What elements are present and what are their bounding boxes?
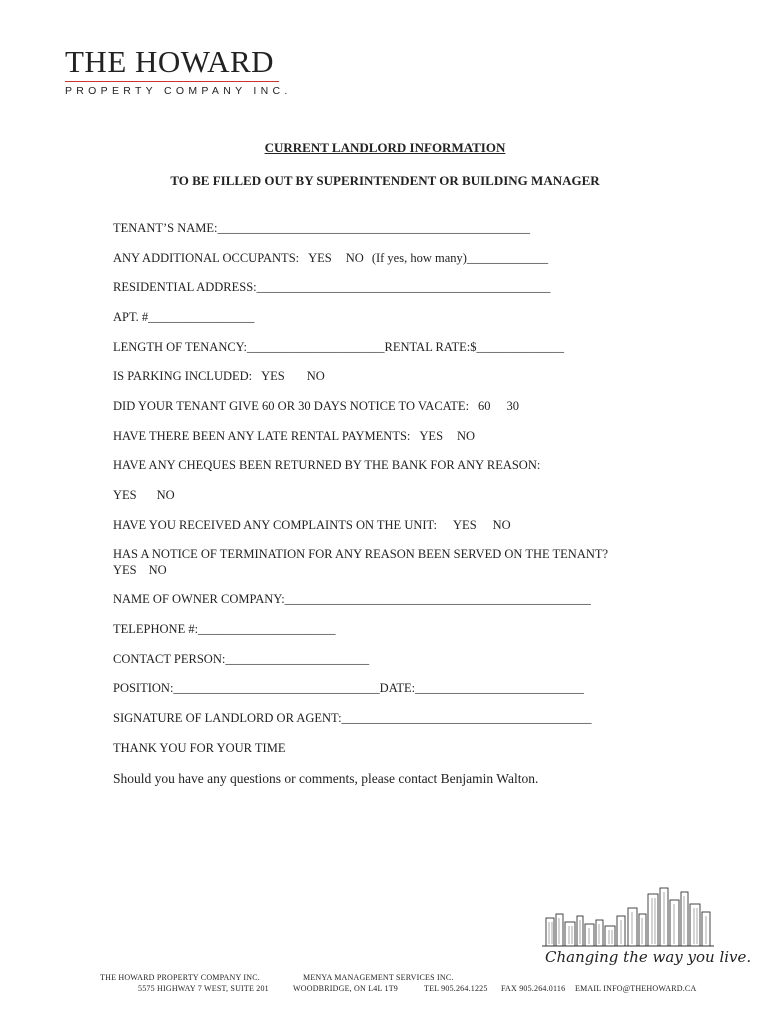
residential-address-field[interactable]: RESIDENTIAL ADDRESS:_______________________________________________ (113, 280, 551, 294)
occupants-count-field[interactable]: (If yes, how many)_____________ (371, 251, 549, 265)
footer-city: WOODBRIDGE, ON L4L 1T9 (293, 984, 398, 993)
termination-label: HAS A NOTICE OF TERMINATION FOR ANY REASON BEEN SERVED ON THE TENANT? (113, 547, 609, 561)
parking-label: IS PARKING INCLUDED: (113, 369, 253, 383)
logo-rule (65, 81, 279, 82)
company-logo (65, 45, 292, 97)
termination-no-option[interactable]: NO (148, 563, 167, 577)
footer-email[interactable]: EMAIL INFO@THEHOWARD.CA (575, 984, 697, 993)
occupants-row (113, 251, 548, 266)
occupants-yes-option[interactable]: YES (308, 251, 332, 265)
termination-options-row (113, 563, 167, 578)
tenant-name-field[interactable]: TENANT’S NAME:__________________________________________________ (113, 221, 531, 235)
position-field[interactable]: POSITION:_________________________________ (113, 681, 380, 695)
position-date-row (113, 681, 584, 696)
footer-fax: FAX 905.264.0116 (501, 984, 566, 993)
skyline-illustration (542, 886, 714, 948)
thank-you-text: THANK YOU FOR YOUR TIME (113, 741, 286, 755)
cheques-label: HAVE ANY CHEQUES BEEN RETURNED BY THE BANK FOR ANY REASON: (113, 458, 541, 472)
footer-tel: TEL 905.264.1225 (424, 984, 488, 993)
complaints-no-option[interactable]: NO (492, 518, 511, 532)
footer-company: THE HOWARD PROPERTY COMPANY INC. (100, 973, 260, 982)
parking-row (113, 369, 325, 384)
rental-rate-field[interactable]: RENTAL RATE:$______________ (384, 340, 564, 354)
complaints-row (113, 518, 511, 533)
late-payments-row (113, 429, 475, 444)
tenancy-rent-row (113, 340, 564, 355)
tagline: Changing the way you live. (545, 948, 752, 966)
form-subtitle: TO BE FILLED OUT BY SUPERINTENDENT OR BUILDING MANAGER (170, 173, 600, 188)
logo-name: THE HOWARD (65, 44, 275, 79)
occupants-label: ANY ADDITIONAL OCCUPANTS: (113, 251, 300, 265)
complaints-yes-option[interactable]: YES (453, 518, 477, 532)
complaints-label: HAVE YOU RECEIVED ANY COMPLAINTS ON THE UNIT: (113, 518, 438, 532)
notice-30-option[interactable]: 30 (506, 399, 520, 413)
termination-yes-option[interactable]: YES (113, 563, 137, 577)
cheques-no-option[interactable]: NO (156, 488, 175, 502)
notice-row (113, 399, 519, 414)
late-payments-label: HAVE THERE BEEN ANY LATE RENTAL PAYMENTS: (113, 429, 411, 443)
footer-management: MENYA MANAGEMENT SERVICES INC. (303, 973, 454, 982)
logo-subtitle: PROPERTY COMPANY INC. (65, 85, 292, 97)
cheques-options-row (113, 488, 175, 503)
late-payments-yes-option[interactable]: YES (419, 429, 444, 443)
signature-field[interactable]: SIGNATURE OF LANDLORD OR AGENT:________________________________________ (113, 711, 592, 725)
occupants-no-option[interactable]: NO (345, 251, 364, 265)
telephone-field[interactable]: TELEPHONE #:______________________ (113, 622, 336, 636)
owner-company-field[interactable]: NAME OF OWNER COMPANY:_________________________________________________ (113, 592, 591, 606)
notice-60-option[interactable]: 60 (478, 399, 491, 413)
apt-field[interactable]: APT. #_________________ (113, 310, 255, 324)
contact-person-field[interactable]: CONTACT PERSON:_______________________ (113, 652, 370, 666)
parking-no-option[interactable]: NO (306, 369, 325, 383)
length-of-tenancy-field[interactable]: LENGTH OF TENANCY:______________________ (113, 340, 385, 354)
footer-address: 5575 HIGHWAY 7 WEST, SUITE 201 (138, 984, 269, 993)
cheques-yes-option[interactable]: YES (113, 488, 137, 502)
form-title: CURRENT LANDLORD INFORMATION (264, 140, 506, 155)
late-payments-no-option[interactable]: NO (457, 429, 476, 443)
notice-label: DID YOUR TENANT GIVE 60 OR 30 DAYS NOTICE TO VACATE: (113, 399, 470, 413)
parking-yes-option[interactable]: YES (261, 369, 285, 383)
date-field[interactable]: DATE:___________________________ (379, 681, 584, 695)
closing-text: Should you have any questions or comments, please contact Benjamin Walton. (113, 771, 539, 786)
